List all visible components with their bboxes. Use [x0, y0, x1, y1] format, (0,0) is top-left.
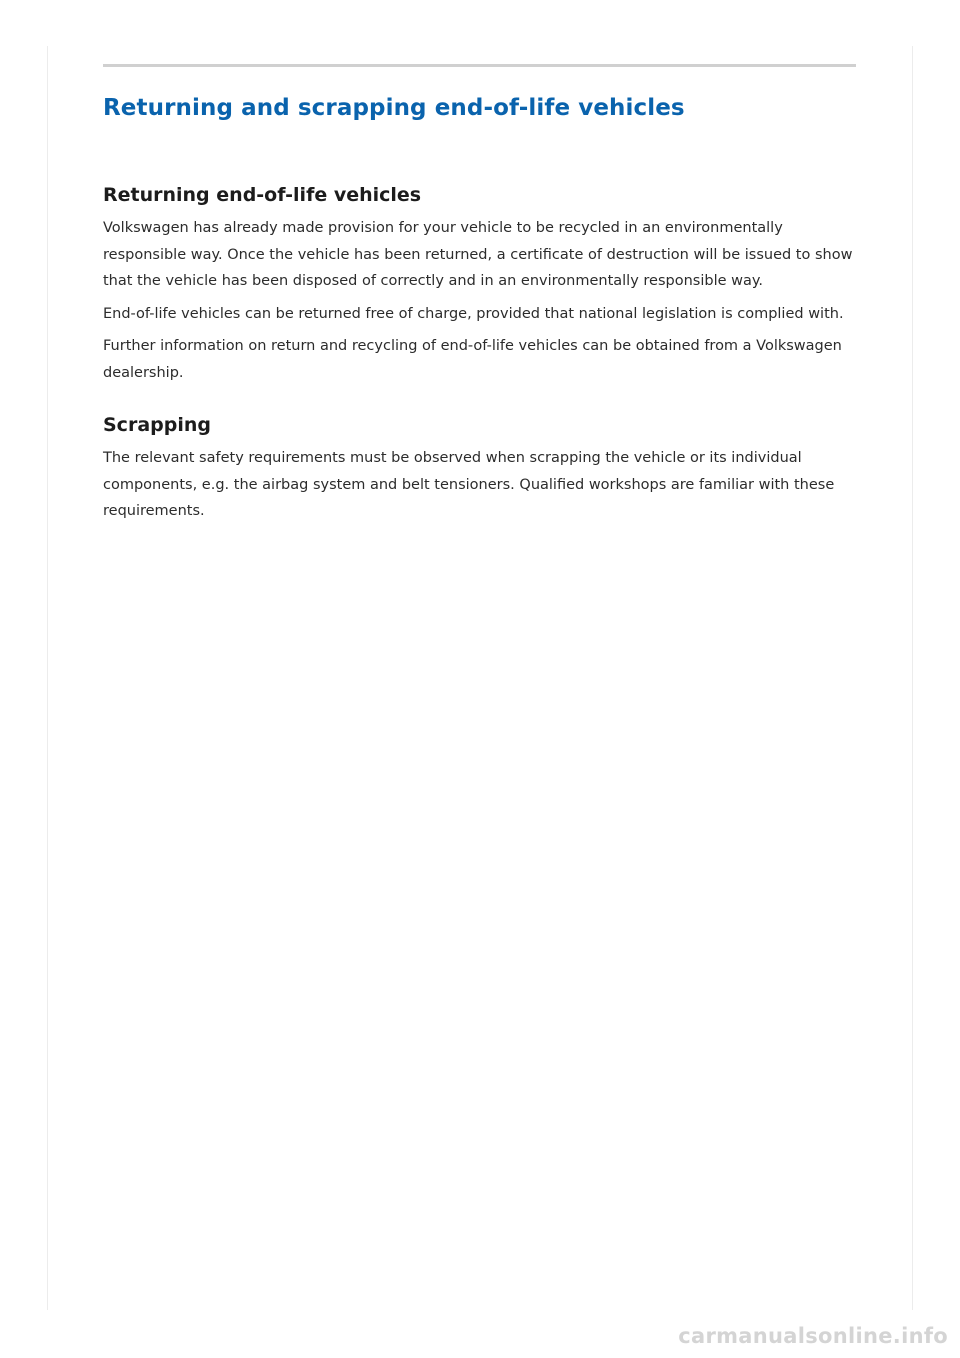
right-margin-line [912, 46, 913, 1310]
paragraph-provision: Volkswagen has already made provision for your vehicle to be recycled in an environmentally responsible way. Once the vehicle has been returned, a certificate of destruction will be issued to show that the vehicle has been disposed of correctly and in an environmentally responsible way. [103, 220, 853, 289]
watermark: carmanualsonline.info [678, 1324, 948, 1348]
top-divider [103, 64, 856, 67]
page-title: Returning and scrapping end-of-life vehicles [103, 95, 685, 121]
left-margin-line [47, 46, 48, 1310]
section-heading-scrapping: Scrapping [103, 414, 211, 436]
page-content [103, 64, 856, 525]
paragraph-further-information: Further information on return and recycling of end-of-life vehicles can be obtained from a Volkswagen dealership. [103, 338, 842, 381]
paragraph-free-of-charge: End-of-life vehicles can be returned free of charge, provided that national legislation is complied with. [103, 305, 844, 322]
section-scrapping [103, 411, 856, 525]
section-heading-returning: Returning end-of-life vehicles [103, 184, 422, 206]
paragraph-safety-requirements: The relevant safety requirements must be observed when scrapping the vehicle or its individual components, e.g. the airbag system and belt tensioners. Qualified workshops are familiar with these requirements. [103, 450, 835, 519]
section-returning [103, 181, 856, 386]
